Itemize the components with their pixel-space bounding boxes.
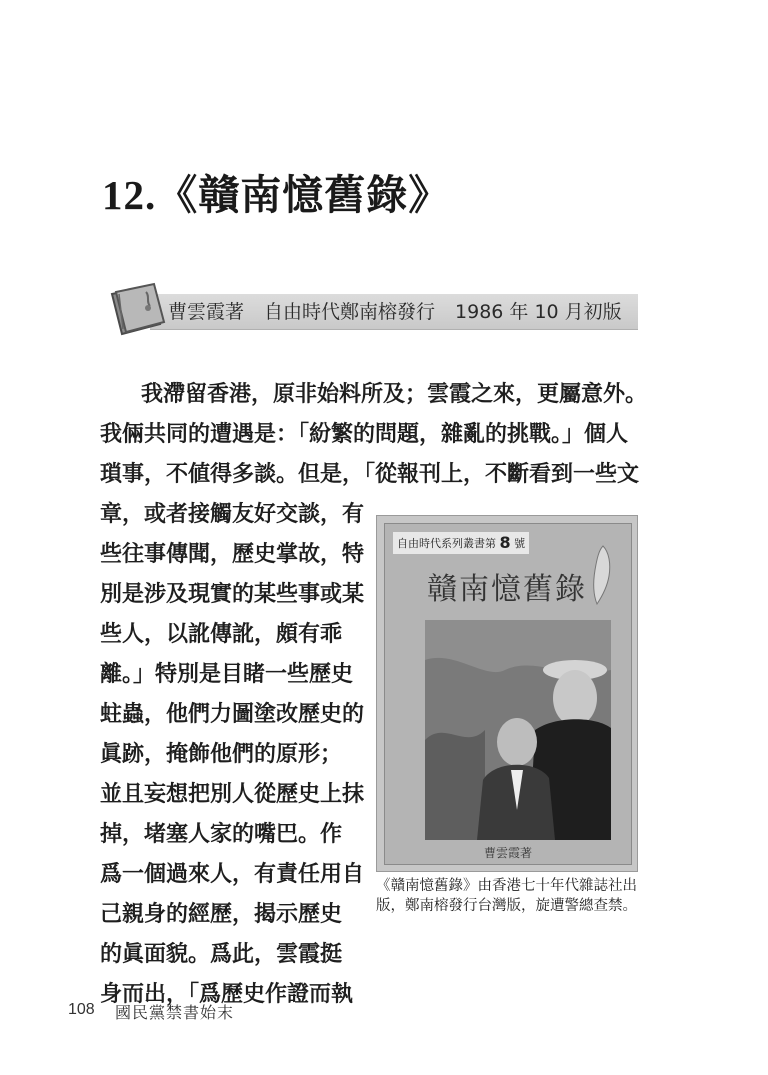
body-line: 己親身的經歷，揭示歷史 [100,901,343,927]
chapter-title: 12.《贛南憶舊錄》 [102,172,451,218]
body-line: 我倆共同的遭遇是：「紛繁的問題，雜亂的挑戰。」個人 [100,421,629,447]
body-line: 些人，以訛傳訛，頗有乖 [100,621,343,647]
body-line: 眞跡，掩飾他們的原形； [100,741,343,767]
body-line: 蛀蟲，他們力圖塗改歷史的 [100,701,365,727]
body-line: 掉，堵塞人家的嘴巴。作 [100,821,343,847]
cover-author: 曹雲霞著 [483,846,532,860]
photo-caption: 《贛南憶舊錄》由香港七十年代雜誌社出版，鄭南榕發行台灣版，旋遭警總查禁。 [376,878,637,914]
body-line: 並且妄想把別人從歷史上抹 [100,781,365,807]
running-footer-title: 國民黨禁書始末 [115,1003,235,1022]
author-credit: 曹雲霞著 [168,301,245,323]
body-line: 些往事傳聞，歷史掌故，特 [100,541,365,567]
book-icon [102,280,174,342]
publisher-credit: 自由時代鄭南榕發行 [264,301,436,323]
publication-info [168,298,622,326]
publication-date: 1986 年 10 月初版 [455,301,622,323]
body-line: 離。」特別是目睹一些歷史 [100,661,354,687]
series-label: 自由時代系列叢書第 8 號 [393,532,529,554]
body-line: 身而出，「爲歷史作證而執 [100,981,354,1007]
body-line: 瑣事，不値得多談。但是，「從報刊上，不斷看到一些文 [100,461,640,487]
book-cover-photo [376,515,638,872]
body-line: 章，或者接觸友好交談，有 [100,501,365,527]
cover-title: 贛南憶舊錄 [427,572,587,607]
body-line: 別是涉及現實的某些事或某 [100,581,365,607]
portrait-photo [425,620,611,840]
page-number: 108 [68,1001,95,1018]
body-line: 我滯留香港，原非始料所及；雲霞之來，更屬意外。 [141,381,648,407]
body-line: 爲一個過來人，有責任用自 [100,861,365,887]
body-line: 的眞面貌。爲此，雲霞挺 [100,941,343,967]
taiwan-map-icon [589,544,615,606]
book-cover [384,523,632,865]
